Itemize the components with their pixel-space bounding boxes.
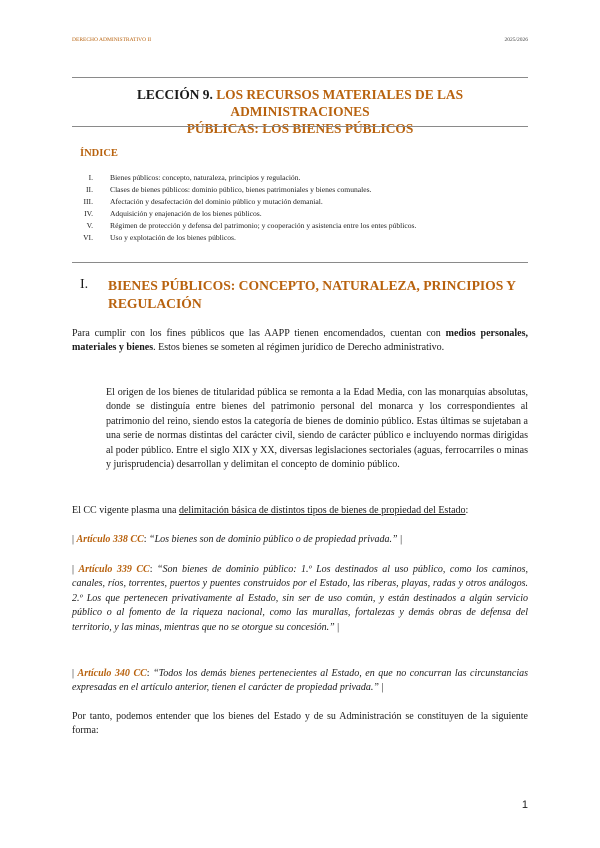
bar-close: | <box>337 621 340 633</box>
title-top-rule <box>72 77 528 78</box>
lesson-title-line2: PÚBLICAS: LOS BIENES PÚBLICOS <box>186 121 414 136</box>
lesson-title-line1: LOS RECURSOS MATERIALES DE LAS ADMINISTRACIONES <box>216 87 464 119</box>
index-heading: ÍNDICE <box>80 148 118 159</box>
intro-text-a: Para cumplir con los fines públicos que las AAPP tienen encomendados, cuentan con <box>72 328 446 339</box>
lesson-number: LECCIÓN 9. <box>136 87 213 102</box>
toc-item-text: Bienes públicos: concepto, naturaleza, principios y regulación. <box>110 173 301 182</box>
lesson-title <box>72 86 528 137</box>
toc-item <box>72 220 528 232</box>
toc-item-number: I. <box>88 173 93 182</box>
article-339-label: Artículo 339 CC <box>78 564 150 575</box>
toc-item-number: VI. <box>83 233 93 242</box>
toc-item-number: IV. <box>84 209 93 218</box>
toc-item <box>72 232 528 244</box>
section-number: I. <box>80 277 89 292</box>
bar-open: | <box>72 564 75 575</box>
bar-open: | <box>72 534 75 545</box>
cc-text-b: : <box>465 505 469 516</box>
article-340-label: Artículo 340 CC <box>77 668 147 679</box>
article-338-label: Artículo 338 CC <box>76 534 144 545</box>
index-bottom-rule <box>72 262 528 263</box>
toc-item-number: III. <box>83 197 93 206</box>
table-of-contents <box>72 172 528 244</box>
intro-text-b: . Estos bienes se someten al régimen jurídico de Derecho administrativo. <box>153 342 445 354</box>
page-number: 1 <box>521 799 528 811</box>
toc-item <box>72 184 528 196</box>
article-340-text: “Todos los demás bienes pertenecientes al Estado, en que no concurran las circunstancias expresadas en el artículo anterior, tienen el carácter de propiedad privada.” <box>72 668 528 694</box>
cc-underlined: delimitación básica de distintos tipos de bienes de propiedad del Estado <box>178 505 466 516</box>
toc-item-text: Afectación y desafectación del dominio público y mutación demanial. <box>110 197 323 206</box>
paragraph-conclusion: Por tanto, podemos entender que los bienes del Estado y de su Administración se constituyen de la siguiente forma: <box>72 711 528 737</box>
cc-text-a: El CC vigente plasma una <box>72 505 179 516</box>
toc-item <box>72 196 528 208</box>
toc-item-text: Uso y explotación de los bienes públicos. <box>110 233 236 242</box>
toc-item <box>72 208 528 220</box>
intro-bold: medios personales, materiales y bienes <box>72 328 529 354</box>
toc-item-text: Clases de bienes públicos: dominio público, bienes patrimoniales y bienes comunales. <box>110 185 372 194</box>
header-course: DERECHO ADMINISTRATIVO II <box>72 37 152 43</box>
article-339-text: “Son bienes de dominio público: 1.º Los destinados al uso público, como los caminos, canales, ríos, torrentes, puertos y puentes construidos por el Estado, las riberas, playas, radas y otros análogos. 2.º Los que pertenecen privativamente al Estado, sin ser de uso común, y están destinados a algún servicio público o al fomento de la riqueza nacional, como las murallas, fortalezas y demás obras de defensa del territorio, y las minas, mientras que no se otorgue su concesión.” <box>72 564 529 633</box>
toc-item-number: II. <box>86 185 93 194</box>
article-338: | Artículo 338 CC: “Los bienes son de dominio público o de propiedad privada.” | <box>72 534 403 545</box>
section-title-line2: REGULACIÓN <box>108 296 202 311</box>
paragraph-intro <box>72 327 528 356</box>
bar-open: | <box>72 668 75 679</box>
page-header <box>72 37 528 47</box>
article-340: | Artículo 340 CC: “Todos los demás bienes pertenecientes al Estado, en que no concurran las circunstancias expresadas en el artículo anterior, tienen el carácter de propiedad privada.” | <box>72 668 528 694</box>
title-bottom-rule <box>72 126 528 127</box>
paragraph-origin: El origen de los bienes de titularidad pública se remonta a la Edad Media, con las monarquías absolutas, donde se distinguía entre bienes del patrimonio personal del monarca y los correspondientes al patrimonio del reino, siendo estos la categoría de bienes de dominio público. Estas últimas se sujetaban a una serie de normas distintas del carácter civil, siendo de carácter público e incluyendo normas dirigidas al poder público. Entre el siglo XIX y XX, diversas legislaciones sectoriales (aguas, ferrocarriles o minas y jurisprudencia) desarrollan y delimitan el concepto de dominio público. <box>106 387 528 471</box>
toc-item-text: Adquisición y enajenación de los bienes públicos. <box>110 209 262 218</box>
section-title-line1: BIENES PÚBLICOS: CONCEPTO, NATURALEZA, PRINCIPIOS Y <box>108 278 517 293</box>
article-339: | Artículo 339 CC: “Son bienes de dominio público: 1.º Los destinados al uso público, como los caminos, canales, ríos, torrentes, puertos y puentes construidos por el Estado, las riberas, playas, radas y otros análogos. 2.º Los que pertenecen privativamente al Estado, sin ser de uso común, y están destinados a algún servicio público o al fomento de la riqueza nacional, como las murallas, fortalezas y demás obras de defensa del territorio, y las minas, mientras que no se otorgue su concesión.” | <box>72 564 529 633</box>
section-heading <box>72 277 528 313</box>
article-338-text: “Los bienes son de dominio público o de propiedad privada.” <box>149 534 398 545</box>
header-year: 2025/2026 <box>504 37 528 43</box>
toc-item-text: Régimen de protección y defensa del patrimonio; y cooperación y asistencia entre los entes públicos. <box>110 221 417 230</box>
bar-close: | <box>400 534 403 545</box>
bar-close: | <box>381 682 384 694</box>
paragraph-cc <box>72 504 528 518</box>
toc-item <box>72 172 528 184</box>
toc-item-number: V. <box>86 221 93 230</box>
section-title <box>108 277 528 313</box>
